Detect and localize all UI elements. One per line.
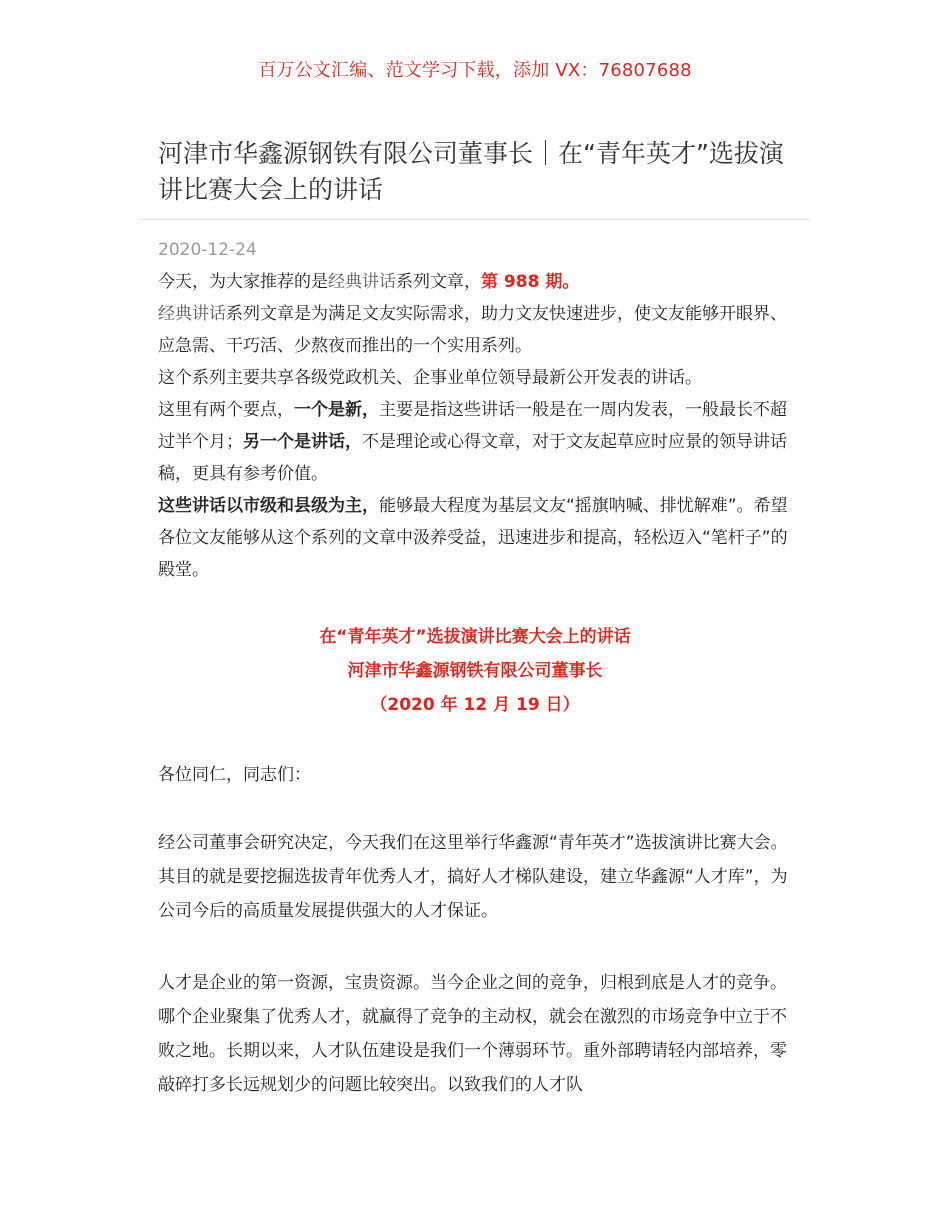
intro-paragraph-5 xyxy=(158,490,794,586)
series-name: 经典讲话 xyxy=(158,304,226,324)
title-divider xyxy=(140,219,810,220)
article-title: 河津市华鑫源钢铁有限公司董事长｜在“青年英才”选拔演讲比赛大会上的讲话 xyxy=(158,139,784,204)
intro-paragraph-3: 这个系列主要共享各级党政机关、企事业单位领导最新公开发表的讲话。 xyxy=(158,368,702,388)
issue-number: 第 988 期。 xyxy=(481,272,580,292)
intro-text: 今天，为大家推荐的是 xyxy=(158,272,328,292)
intro-text: 不是理论或心得文章，对于文友起草应时应景的领导讲话稿，更具有参考价值。 xyxy=(158,432,787,484)
intro-text: 系列文章是为满足文友实际需求，助力文友快速进步，使文友能够开眼界、应急需、干巧活、少熬夜而推出的一个实用系列。 xyxy=(158,304,787,356)
intro-bold-text: 另一个是讲话， xyxy=(243,432,362,452)
speech-header xyxy=(0,620,950,722)
intro-text: 系列文章， xyxy=(396,272,481,292)
speech-date: （2020 年 12 月 19 日） xyxy=(370,695,580,715)
speech-title: 在“青年英才”选拔演讲比赛大会上的讲话 xyxy=(319,627,631,647)
intro-bold-text: 一个是新， xyxy=(294,400,379,420)
speech-paragraph-2: 人才是企业的第一资源，宝贵资源。当今企业之间的竞争，归根到底是人才的竞争。哪个企业聚集了优秀人才，就赢得了竞争的主动权，就会在激烈的市场竞争中立于不败之地。长期以来，人才队伍建设是我们一个薄弱环节。重外部聘请轻内部培养，零敲碎打多长远规划少的问题比较突出。以致我们的人才队 xyxy=(158,973,787,1095)
speech-paragraph-1: 经公司董事会研究决定，今天我们在这里举行华鑫源“青年英才”选拔演讲比赛大会。其目的就是要挖掘选拔青年优秀人才，搞好人才梯队建设，建立华鑫源“人才库”，为公司今后的高质量发展提供强大的人才保证。 xyxy=(158,833,788,921)
intro-text: 主要是指这些讲话一般是在一周内发表，一般最长不超过半个月； xyxy=(158,400,787,452)
intro-paragraph-2 xyxy=(158,298,794,362)
intro-text: 这里有两个要点， xyxy=(158,400,294,420)
intro-bold-text: 这些讲话以市级和县级为主， xyxy=(158,496,379,516)
intro-text: 能够最大程度为基层文友“摇旗呐喊、排忧解难”。希望各位文友能够从这个系列的文章中汲养受益，迅速进步和提高，轻松迈入“笔杆子”的殿堂。 xyxy=(158,496,788,580)
intro-paragraph-4 xyxy=(158,394,794,490)
promo-banner: 百万公文汇编、范文学习下载，添加 VX：76807688 xyxy=(258,60,692,81)
speech-speaker: 河津市华鑫源钢铁有限公司董事长 xyxy=(347,661,603,681)
intro-paragraph-1 xyxy=(158,266,794,298)
series-name: 经典讲话 xyxy=(328,272,396,292)
speech-salutation: 各位同仁，同志们： xyxy=(158,765,311,785)
article-date: 2020-12-24 xyxy=(158,240,257,260)
intro-section xyxy=(158,266,794,586)
